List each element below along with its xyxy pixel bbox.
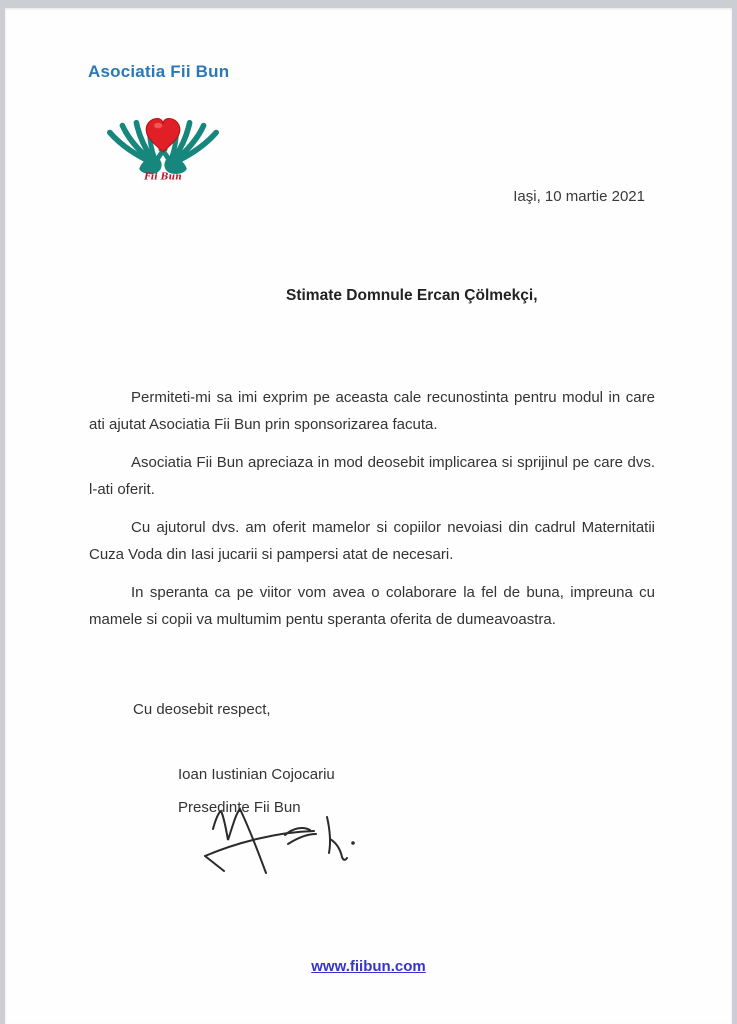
handwritten-signature-icon — [193, 803, 365, 885]
paragraph: Permiteti-mi sa imi exprim pe aceasta cale recunostinta pentru modul in care ati ajutat Asociatia Fii Bun prin sponsorizarea facuta. — [89, 389, 655, 433]
hands-holding-heart-logo-icon — [93, 104, 233, 182]
paragraph: In speranta ca pe viitor vom avea o colaborare la fel de buna, impreuna cu mamele si copii va multumim pentu speranta oferita de dumeavoastra. — [89, 584, 655, 628]
paragraph: Cu ajutorul dvs. am oferit mamelor si copiilor nevoiasi din cadrul Maternitatii Cuza Voda din Iasi jucarii si pampersi atat de necesari. — [89, 519, 655, 563]
letter-body — [89, 384, 655, 644]
footer — [5, 958, 732, 976]
letter-page — [5, 8, 732, 1024]
closing-line: Cu deosebit respect, — [133, 701, 271, 718]
salutation: Stimate Domnule Ercan Çölmekçi, — [286, 287, 538, 304]
signer-name: Ioan Iustinian Cojocariu — [178, 766, 335, 783]
logo-script-text: Fii Bun — [144, 171, 182, 182]
paragraph: Asociatia Fii Bun apreciaza in mod deosebit implicarea si sprijinul pe care dvs. l-ati oferit. — [89, 454, 655, 498]
date-line: Iaşi, 10 martie 2021 — [513, 188, 645, 205]
website-link[interactable]: www.fiibun.com — [311, 958, 426, 975]
org-title: Asociatia Fii Bun — [88, 62, 230, 81]
signer-title: Presedinte Fii Bun — [178, 799, 301, 816]
